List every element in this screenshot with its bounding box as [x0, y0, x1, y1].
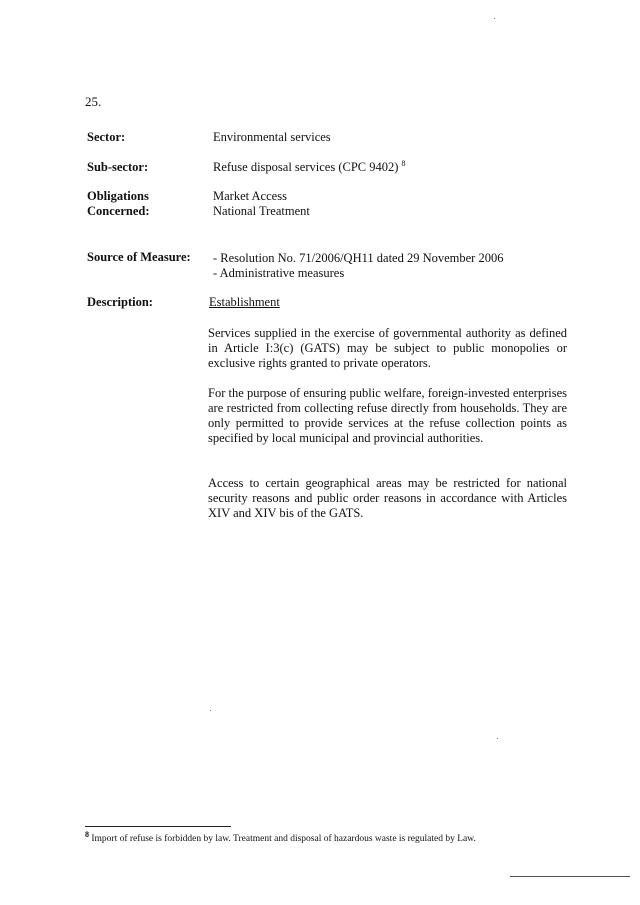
- obligations-label-line1: Obligations: [87, 189, 149, 203]
- sub-sector-label: Sub-sector:: [87, 160, 149, 174]
- scan-speck: [497, 738, 498, 739]
- footnote-text: Import of refuse is forbidden by law. Treatment and disposal of hazardous waste is regulated by Law.: [91, 834, 476, 844]
- sub-sector-value: [213, 160, 573, 175]
- description-paragraph: Access to certain geographical areas may be restricted for national security reasons and public order reasons in accordance with Articles XIV and XIV bis of the GATS.: [208, 476, 567, 520]
- obligation-national-treatment: National Treatment: [213, 204, 310, 218]
- scan-speck: [494, 18, 495, 19]
- sub-sector-text: Refuse disposal services (CPC 9402): [213, 160, 399, 174]
- obligation-market-access: Market Access: [213, 189, 287, 203]
- obligations-label-line2: Concerned:: [87, 204, 150, 218]
- footnote: [85, 829, 585, 845]
- footnote-separator: [85, 826, 231, 827]
- description-paragraph: For the purpose of ensuring public welfare, foreign-invested enterprises are restricted from collecting refuse directly from households. They are only permitted to provide services at the refuse collection points as specified by local municipal and provincial authorities.: [208, 386, 567, 445]
- sector-value: Environmental services: [213, 130, 331, 144]
- obligations-value: [213, 189, 573, 219]
- item-number: 25.: [85, 94, 102, 109]
- source-value: [213, 251, 573, 281]
- footnote-reference: 8: [401, 158, 406, 168]
- description-paragraph: Services supplied in the exercise of governmental authority as defined in Article I:3(c) (GATS) may be subject to public monopolies or exclusive rights granted to private operators.: [208, 326, 567, 370]
- source-resolution: - Resolution No. 71/2006/QH11 dated 29 November 2006: [213, 251, 504, 265]
- description-label: Description:: [87, 295, 153, 309]
- page-edge-line: [510, 876, 630, 877]
- obligations-label: [87, 189, 150, 219]
- sector-label: Sector:: [87, 130, 126, 144]
- scan-speck: [210, 710, 211, 711]
- source-administrative: - Administrative measures: [213, 266, 345, 280]
- description-heading: Establishment: [209, 295, 280, 309]
- source-label: Source of Measure:: [87, 250, 191, 264]
- footnote-marker: 8: [85, 829, 89, 839]
